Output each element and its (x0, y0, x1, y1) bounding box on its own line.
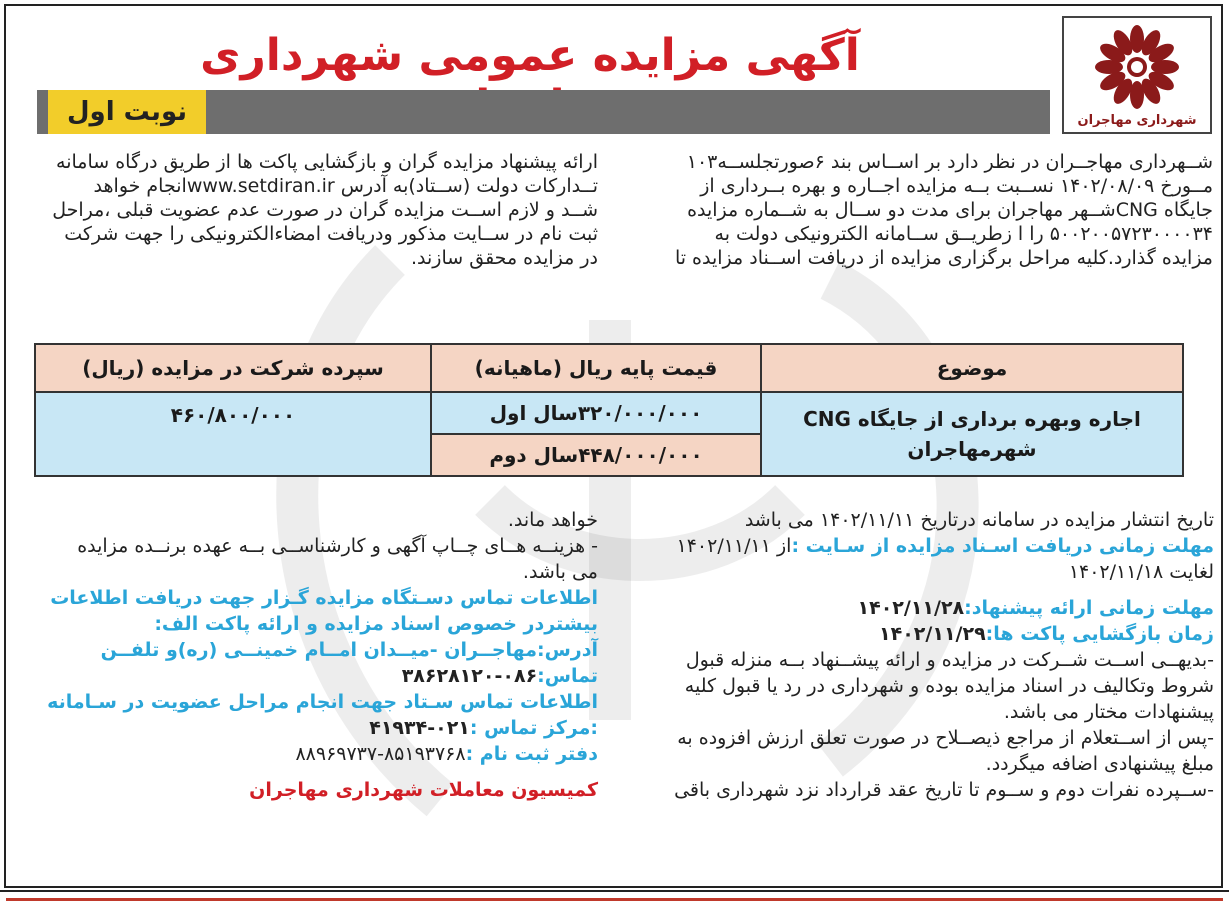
note-line: شروط وتکالیف در اسناد مزایده بوده و شهرداری در رد یا قبول کلیه (684, 675, 1214, 697)
signature: کمیسیون معاملات شهرداری مهاجران (249, 779, 598, 801)
note-line: -ســپرده نفرات دوم و ســوم تا تاریخ عقد قرارداد نزد شهرداری باقی (674, 779, 1214, 801)
registry-label: دفتر ثبت نام : (465, 743, 598, 765)
page-title: آگهی مزایده عمومی شهرداری (200, 30, 860, 81)
auction-table (34, 343, 1184, 477)
address-phone: ۰۸۶-۳۸۶۲۸۱۲۰ (401, 665, 538, 687)
intro-left-line: تــدارکات دولت (ســتاد)به آدرس www.setdiran.irانجام خواهد (93, 175, 598, 197)
deposit-cell: ۴۶۰/۸۰۰/۰۰۰ (35, 392, 431, 476)
intro-left-line: شــد و لازم اســت مزایده گران در صورت عدم عضویت قبلی ،مراحل (52, 199, 598, 221)
costs-line: - هزینــه هــای چــاپ آگهی و کارشناســی بــه عهده برنــده مزایده (77, 535, 598, 557)
call-center-value: ۰۲۱-۴۱۹۳۴ (369, 717, 470, 739)
subject-line: اجاره وبهره برداری از جایگاه CNG (803, 407, 1141, 431)
note-line: -بدیهــی اســت شــرکت در مزایده و ارائه پیشــنهاد بــه منزله قبول (685, 649, 1214, 671)
offer-deadline-value: ۱۴۰۲/۱۱/۲۸ (857, 597, 965, 619)
subject-line: شهرمهاجران (907, 437, 1037, 461)
round-badge: نوبت اول (48, 90, 206, 134)
opening-label: زمان بازگشایی پاکت ها: (985, 623, 1214, 645)
opening-value: ۱۴۰۲/۱۱/۲۹ (879, 623, 986, 645)
header-base-price: قیمت پایه ریال (ماهیانه) (431, 344, 761, 392)
offer-deadline-line (628, 595, 1214, 621)
intro-left-line: ارائه پیشنهاد مزایده گران و بازگشایی پاکت ها از طریق درگاه سامانه (56, 151, 598, 173)
price-year2-cell: ۴۴۸/۰۰۰/۰۰۰سال دوم (431, 434, 761, 476)
logo-emblem-icon (1086, 22, 1188, 112)
note-line: مبلغ پیشنهادی اضافه میگردد. (985, 753, 1214, 775)
intro-right-line: شــهرداری مهاجــران در نظر دارد بر اســاس بند ۶صورتجلســه۱۰۳ (686, 151, 1213, 173)
intro-right-line: مزایده گذارد.کلیه مراحل برگزاری مزایده از دریافت اســناد مزایده تا (674, 247, 1213, 269)
offer-deadline-label: مهلت زمانی ارائه پیشنهاد: (964, 597, 1214, 619)
costs-line: می باشد. (522, 561, 598, 583)
setad-heading: اطلاعات تماس سـتاد جهت انجام مراحل عضویت در سـامانه (47, 691, 598, 713)
registry-line (36, 741, 598, 767)
doc-deadline-from: از ۱۴۰۲/۱۱/۱۱ (676, 535, 792, 557)
header-deposit: سپرده شرکت در مزایده (ریال) (35, 344, 431, 392)
intro-right-line: جایگاه CNGشــهر مهاجران برای مدت دو ســال به شــماره مزایده (687, 199, 1213, 221)
subject-cell (761, 392, 1183, 476)
municipality-logo (1062, 16, 1212, 134)
intro-right-line: مــورخ ۱۴۰۲/۰۸/۰۹ نســبت بــه مزایده اجــاره و بهره بــرداری از (700, 175, 1213, 197)
table-header-row (35, 344, 1183, 392)
publish-date-line: تاریخ انتشار مزایده در سامانه درتاریخ ۱۴۰۲/۱۱/۱۱ می باشد (744, 509, 1214, 531)
call-center-label: :مرکز تماس : (469, 717, 598, 739)
address-line: آدرس:مهاجــران -میــدان امــام خمینــی (ره)و تلفــن (100, 639, 598, 661)
address-phone-line (36, 663, 598, 689)
header-subject: موضوع (761, 344, 1183, 392)
intro-right-line: ۵۰۰۲۰۰۵۷۲۳۰۰۰۰۳۴ را ا زطریــق ســامانه الکترونیکی دولت به (714, 223, 1213, 245)
logo-caption: شهرداری مهاجران (1077, 113, 1197, 128)
registry-value: ۸۵۱۹۳۷۶۸-۸۸۹۶۹۷۳۷ (295, 743, 466, 765)
address-phone-label: تماس: (537, 665, 598, 687)
intro-left-paragraph (40, 150, 598, 270)
details-column (628, 507, 1214, 803)
intro-left-line: ثبت نام در ســایت مذکور ودریافت امضاءالکترونیکی را جهت شرکت (64, 223, 598, 245)
contact-column (36, 507, 598, 803)
info-heading: اطلاعات تماس دسـتگاه مزایده گـزار جهت دریافت اطلاعات (50, 587, 598, 609)
intro-right-paragraph (625, 150, 1213, 270)
doc-deadline-to: لغایت ۱۴۰۲/۱۱/۱۸ (1068, 561, 1214, 583)
doc-deadline-label: مهلت زمانی دریافت اسـناد مزایده از سـایت : (791, 535, 1214, 557)
note-line: -پس از اســتعلام از مراجع ذیصــلاح در صورت تعلق ارزش افزوده به (677, 727, 1214, 749)
info-heading: بیشتردر خصوص اسناد مزایده و ارائه پاکت الف: (154, 613, 598, 635)
doc-deadline-line (628, 533, 1214, 559)
table-row (35, 392, 1183, 434)
intro-left-line: در مزایده محقق سازند. (411, 247, 598, 269)
opening-line (628, 621, 1214, 647)
note-line: پیشنهادات مختار می باشد. (1003, 701, 1214, 723)
continuation-line: خواهد ماند. (507, 509, 598, 531)
price-year1-cell: ۳۲۰/۰۰۰/۰۰۰سال اول (431, 392, 761, 434)
call-center-line (36, 715, 598, 741)
